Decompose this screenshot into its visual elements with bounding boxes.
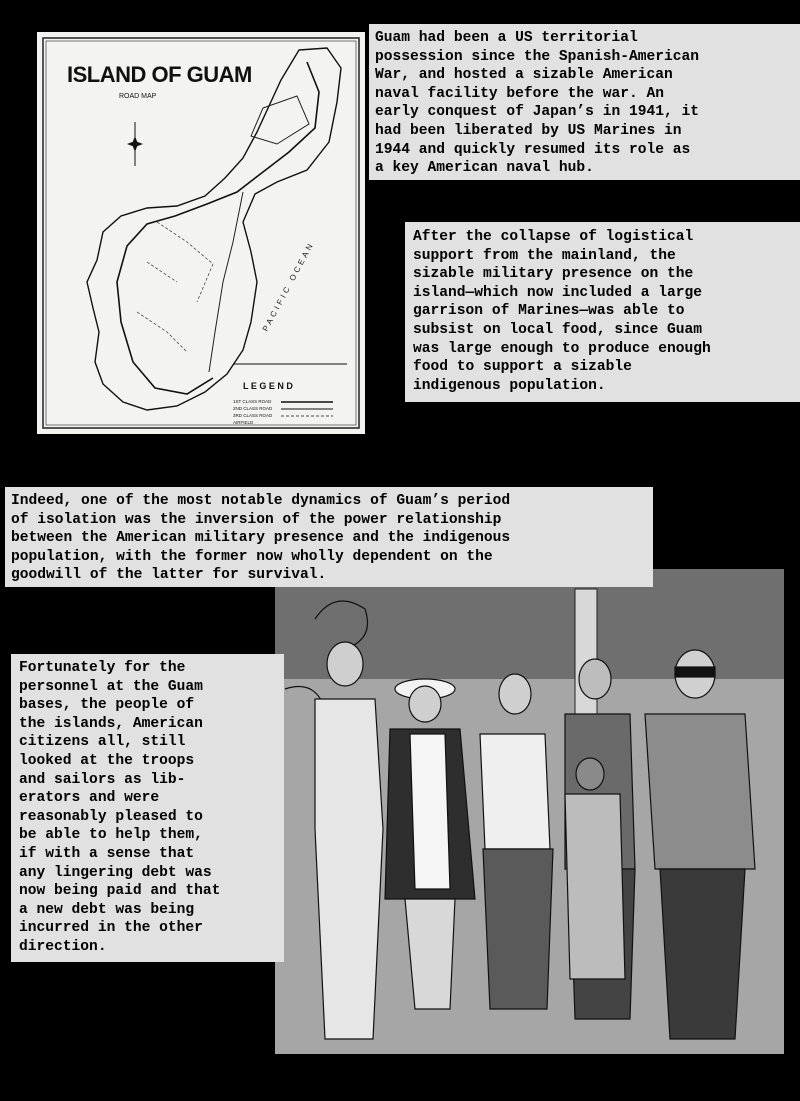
map-subtitle: ROAD MAP: [119, 93, 157, 100]
group-illustration: [275, 569, 784, 1054]
figure-man-left: [315, 642, 383, 1039]
legend-item: 2ND CLASS ROAD: [233, 406, 273, 411]
north-arrow-icon: [127, 122, 143, 166]
map-title: ISLAND OF GUAM: [67, 62, 252, 87]
legend-item: AIRFIELD: [233, 420, 254, 425]
legend-item: 3RD CLASS ROAD: [233, 413, 273, 418]
legend-title: L E G E N D: [243, 381, 293, 391]
caption-guam-history: Guam had been a US territorial possession since the Spanish-American War, and hosted a sizable American naval facility before the war. An early conquest of Japan’s in 1941, it had been liberated by US Marines in 1944 and quickly resumed its role as a key American naval hub.: [369, 24, 800, 180]
ocean-label: PACIFIC OCEAN: [260, 239, 317, 333]
caption-local-food: After the collapse of logistical support from the mainland, the sizable military presence on the island—which now included a large garrison of Marines—was able to subsist on local food, since Guam was large enough to produce enough food to support a sizable indigenous population.: [405, 222, 800, 402]
caption-liberators: Fortunately for the personnel at the Guam bases, the people of the islands, American citizens all, still looked at the troops and sailors as lib- erators and were reasonably pleased to be able to help them, if with a sense that any lingering debt was now being paid and that a new debt was being incurred in the other direction.: [11, 654, 284, 962]
caption-power-inversion: Indeed, one of the most notable dynamics of Guam’s period of isolation was the inversion of the power relationship between the American military presence and the indigenous population, with the former now wholly dependent on the goodwill of the latter for survival.: [5, 487, 653, 587]
guam-road-map: [37, 32, 365, 434]
legend-item: 1ST CLASS ROAD: [233, 399, 272, 404]
